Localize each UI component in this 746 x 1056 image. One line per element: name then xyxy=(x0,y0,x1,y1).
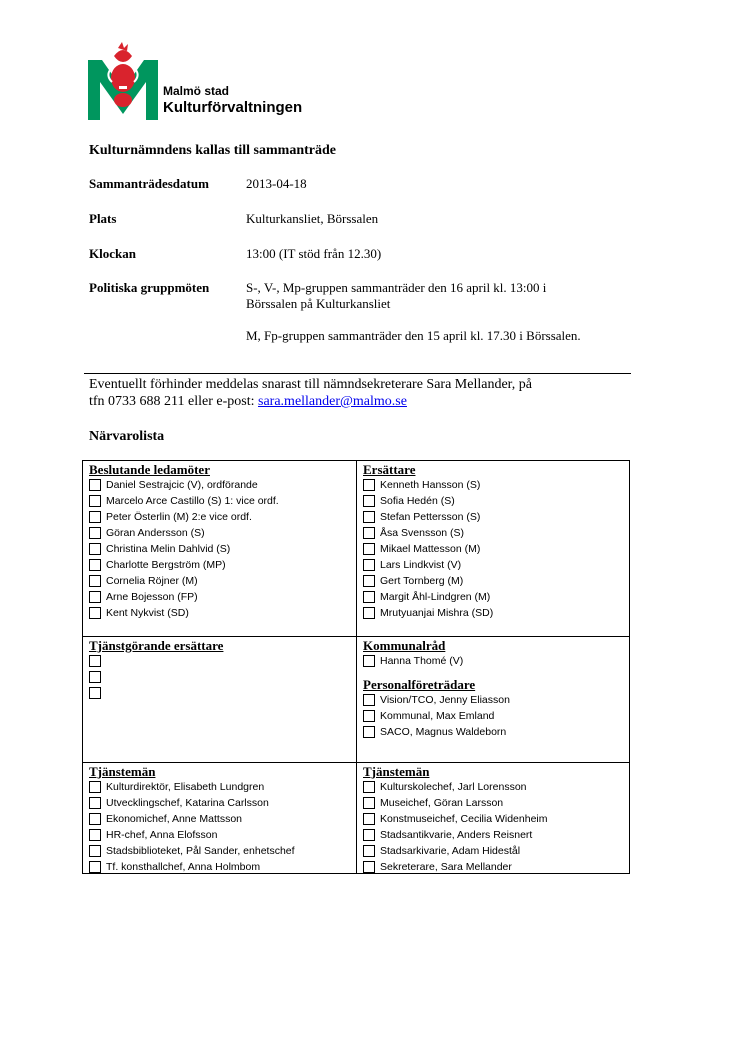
attendance-checkbox[interactable] xyxy=(363,655,375,667)
groups-value-1 xyxy=(246,280,626,312)
malmo-stad-logo xyxy=(88,42,328,122)
checkbox-item xyxy=(363,573,629,589)
attendee-name: Sofia Hedén (S) xyxy=(380,495,455,507)
attendee-name: HR-chef, Anna Elofsson xyxy=(106,829,218,841)
checkbox-item xyxy=(363,509,629,525)
checkbox-item xyxy=(89,685,356,701)
attendee-name: Lars Lindkvist (V) xyxy=(380,559,462,571)
cell-beslutande xyxy=(83,461,356,636)
checkbox-item xyxy=(363,779,629,795)
logo-department-name: Kulturförvaltningen xyxy=(163,99,303,116)
attendance-checkbox[interactable] xyxy=(363,591,375,603)
attendance-title: Närvarolista xyxy=(89,429,165,444)
attendee-name: Gert Tornberg (M) xyxy=(380,575,464,587)
checkbox-item xyxy=(363,724,629,740)
checkbox-item xyxy=(89,827,356,843)
absence-notice xyxy=(89,376,629,410)
attendance-checkbox[interactable] xyxy=(89,829,101,841)
attendance-checkbox[interactable] xyxy=(363,726,375,738)
attendance-checkbox[interactable] xyxy=(89,591,101,603)
attendee-name: Kulturdirektör, Elisabeth Lundgren xyxy=(106,781,265,793)
attendee-name: Charlotte Bergström (MP) xyxy=(106,559,226,571)
attendee-name: Kommunal, Max Emland xyxy=(380,710,495,722)
checkbox-item xyxy=(89,509,356,525)
checkbox-item xyxy=(89,811,356,827)
attendance-checkbox[interactable] xyxy=(89,655,101,667)
cell-tjanstgorande xyxy=(83,637,356,762)
section-title-kommunalrad: Kommunalråd xyxy=(363,638,446,653)
attendee-name: Mikael Mattesson (M) xyxy=(380,543,481,555)
cell-tjanstemen-left xyxy=(83,763,356,873)
attendance-checkbox[interactable] xyxy=(363,479,375,491)
date-value: 2013-04-18 xyxy=(246,176,307,191)
attendance-checkbox[interactable] xyxy=(89,607,101,619)
checkbox-item xyxy=(363,477,629,493)
checkbox-item xyxy=(363,541,629,557)
cell-ersattare xyxy=(356,461,629,636)
attendance-checkbox[interactable] xyxy=(89,543,101,555)
checkbox-item xyxy=(89,795,356,811)
notice-line-1: Eventuellt förhinder meddelas snarast till nämndsekreterare Sara Mellander, på xyxy=(89,377,532,392)
attendee-name: Kent Nykvist (SD) xyxy=(106,607,189,619)
list-ersattare xyxy=(363,477,629,621)
place-label: Plats xyxy=(89,211,117,226)
grid-row-substitutes xyxy=(83,636,629,762)
attendee-name: Ekonomichef, Anne Mattsson xyxy=(106,813,242,825)
attendance-checkbox[interactable] xyxy=(89,527,101,539)
attendee-name: Margit Åhl-Lindgren (M) xyxy=(380,591,491,603)
attendee-name: SACO, Magnus Waldeborn xyxy=(380,726,507,738)
list-tjanstemen-right xyxy=(363,779,629,875)
cell-tjanstemen-right xyxy=(356,763,629,873)
attendee-name: Konstmuseichef, Cecilia Widenheim xyxy=(380,813,548,825)
checkbox-item xyxy=(89,843,356,859)
checkbox-item xyxy=(89,605,356,621)
attendee-name: Vision/TCO, Jenny Eliasson xyxy=(380,694,510,706)
attendee-name: Kulturskolechef, Jarl Lorensson xyxy=(380,781,527,793)
attendance-checkbox[interactable] xyxy=(363,575,375,587)
checkbox-item xyxy=(89,557,356,573)
section-divider xyxy=(84,373,631,374)
place-value: Kulturkansliet, Börssalen xyxy=(246,211,379,226)
attendance-checkbox[interactable] xyxy=(89,813,101,825)
attendee-name: Stadsbiblioteket, Pål Sander, enhetschef xyxy=(106,845,295,857)
checkbox-item xyxy=(363,843,629,859)
attendee-name: Stefan Pettersson (S) xyxy=(380,511,481,523)
attendee-name: Stadsantikvarie, Anders Reisnert xyxy=(380,829,533,841)
griffin-crest-icon xyxy=(88,42,158,122)
checkbox-item xyxy=(363,589,629,605)
attendance-checkbox[interactable] xyxy=(89,511,101,523)
attendance-checkbox[interactable] xyxy=(89,479,101,491)
checkbox-item xyxy=(89,493,356,509)
attendee-name: Mrutyuanjai Mishra (SD) xyxy=(380,607,494,619)
attendee-name: Utvecklingschef, Katarina Carlsson xyxy=(106,797,269,809)
section-title-tjanstemen-left: Tjänstemän xyxy=(89,764,156,779)
time-value: 13:00 (IT stöd från 12.30) xyxy=(246,246,382,261)
checkbox-item xyxy=(363,827,629,843)
section-title-beslutande: Beslutande ledamöter xyxy=(89,462,210,477)
attendee-name: Arne Bojesson (FP) xyxy=(106,591,198,603)
attendee-name: Sekreterare, Sara Mellander xyxy=(380,861,512,873)
section-title-tjanstgorande: Tjänstgörande ersättare xyxy=(89,638,224,653)
list-personal xyxy=(363,692,629,740)
attendance-checkbox[interactable] xyxy=(89,797,101,809)
attendee-name: Stadsarkivarie, Adam Hidestål xyxy=(380,845,521,857)
attendance-checkbox[interactable] xyxy=(363,559,375,571)
attendance-checkbox[interactable] xyxy=(363,797,375,809)
checkbox-item xyxy=(363,859,629,875)
checkbox-item xyxy=(363,605,629,621)
section-title-personal: Personalföreträdare xyxy=(363,677,476,692)
groups-value-1b: Börssalen på Kulturkansliet xyxy=(246,296,391,311)
attendance-checkbox[interactable] xyxy=(363,829,375,841)
notice-phone-text: tfn 0733 688 211 eller e-post: xyxy=(89,394,259,409)
attendance-checkbox[interactable] xyxy=(89,687,101,699)
logo-city-name: Malmö stad xyxy=(163,84,230,98)
grid-row-officials xyxy=(83,762,629,873)
date-label: Sammanträdesdatum xyxy=(89,176,209,191)
attendance-checkbox[interactable] xyxy=(363,710,375,722)
attendance-checkbox[interactable] xyxy=(363,511,375,523)
attendee-name: Christina Melin Dahlvid (S) xyxy=(106,543,231,555)
attendee-name: Cornelia Röjner (M) xyxy=(106,575,198,587)
checkbox-item xyxy=(363,811,629,827)
attendance-checkbox[interactable] xyxy=(89,845,101,857)
attendance-checkbox[interactable] xyxy=(89,781,101,793)
attendee-name: Hanna Thomé (V) xyxy=(380,655,464,667)
attendee-name: Tf. konsthallchef, Anna Holmbom xyxy=(106,861,261,873)
notice-line-2 xyxy=(89,393,629,410)
groups-value-1a: S-, V-, Mp-gruppen sammanträder den 16 april kl. 13:00 i xyxy=(246,280,547,295)
groups-value-2: M, Fp-gruppen sammanträder den 15 april kl. 17.30 i Börssalen. xyxy=(246,328,581,343)
checkbox-item xyxy=(363,692,629,708)
checkbox-item xyxy=(89,589,356,605)
cell-kommunalrad xyxy=(356,637,629,762)
list-tjanstemen-left xyxy=(89,779,356,875)
attendance-grid xyxy=(82,460,630,874)
attendance-checkbox[interactable] xyxy=(363,813,375,825)
attendance-checkbox[interactable] xyxy=(363,861,375,873)
checkbox-item xyxy=(89,541,356,557)
checkbox-item xyxy=(363,525,629,541)
checkbox-item xyxy=(363,708,629,724)
attendee-name: Kenneth Hansson (S) xyxy=(380,479,481,491)
attendance-checkbox[interactable] xyxy=(89,559,101,571)
attendee-name: Åsa Svensson (S) xyxy=(380,527,465,539)
list-beslutande xyxy=(89,477,356,621)
checkbox-item xyxy=(89,653,356,669)
list-tjanstgorande xyxy=(89,653,356,701)
attendee-name: Daniel Sestrajcic (V), ordförande xyxy=(106,479,258,491)
checkbox-item xyxy=(363,493,629,509)
checkbox-item xyxy=(89,573,356,589)
checkbox-item xyxy=(89,477,356,493)
time-label: Klockan xyxy=(89,246,136,261)
attendance-checkbox[interactable] xyxy=(363,527,375,539)
section-title-ersattare: Ersättare xyxy=(363,462,416,477)
attendee-name: Museichef, Göran Larsson xyxy=(380,797,504,809)
checkbox-item xyxy=(363,557,629,573)
checkbox-item xyxy=(89,669,356,685)
email-link[interactable]: sara.mellander@malmo.se xyxy=(258,394,407,409)
attendance-checkbox[interactable] xyxy=(89,671,101,683)
attendance-checkbox[interactable] xyxy=(363,694,375,706)
checkbox-item xyxy=(89,525,356,541)
grid-row-members xyxy=(83,461,629,636)
attendance-checkbox[interactable] xyxy=(363,543,375,555)
checkbox-item xyxy=(89,859,356,875)
attendance-checkbox[interactable] xyxy=(363,495,375,507)
attendance-checkbox[interactable] xyxy=(89,861,101,873)
attendance-checkbox[interactable] xyxy=(363,781,375,793)
attendee-name: Göran Andersson (S) xyxy=(106,527,205,539)
attendance-checkbox[interactable] xyxy=(89,575,101,587)
attendance-checkbox[interactable] xyxy=(363,607,375,619)
attendee-name: Marcelo Arce Castillo (S) 1: vice ordf. xyxy=(106,495,279,507)
checkbox-item xyxy=(363,795,629,811)
attendance-checkbox[interactable] xyxy=(363,845,375,857)
attendee-name: Peter Österlin (M) 2:e vice ordf. xyxy=(106,511,252,523)
list-kommunalrad xyxy=(363,653,629,669)
checkbox-item xyxy=(363,653,629,669)
section-title-tjanstemen-right: Tjänstemän xyxy=(363,764,430,779)
document-heading: Kulturnämndens kallas till sammanträde xyxy=(89,143,336,158)
groups-label: Politiska gruppmöten xyxy=(89,280,210,295)
checkbox-item xyxy=(89,779,356,795)
attendance-checkbox[interactable] xyxy=(89,495,101,507)
